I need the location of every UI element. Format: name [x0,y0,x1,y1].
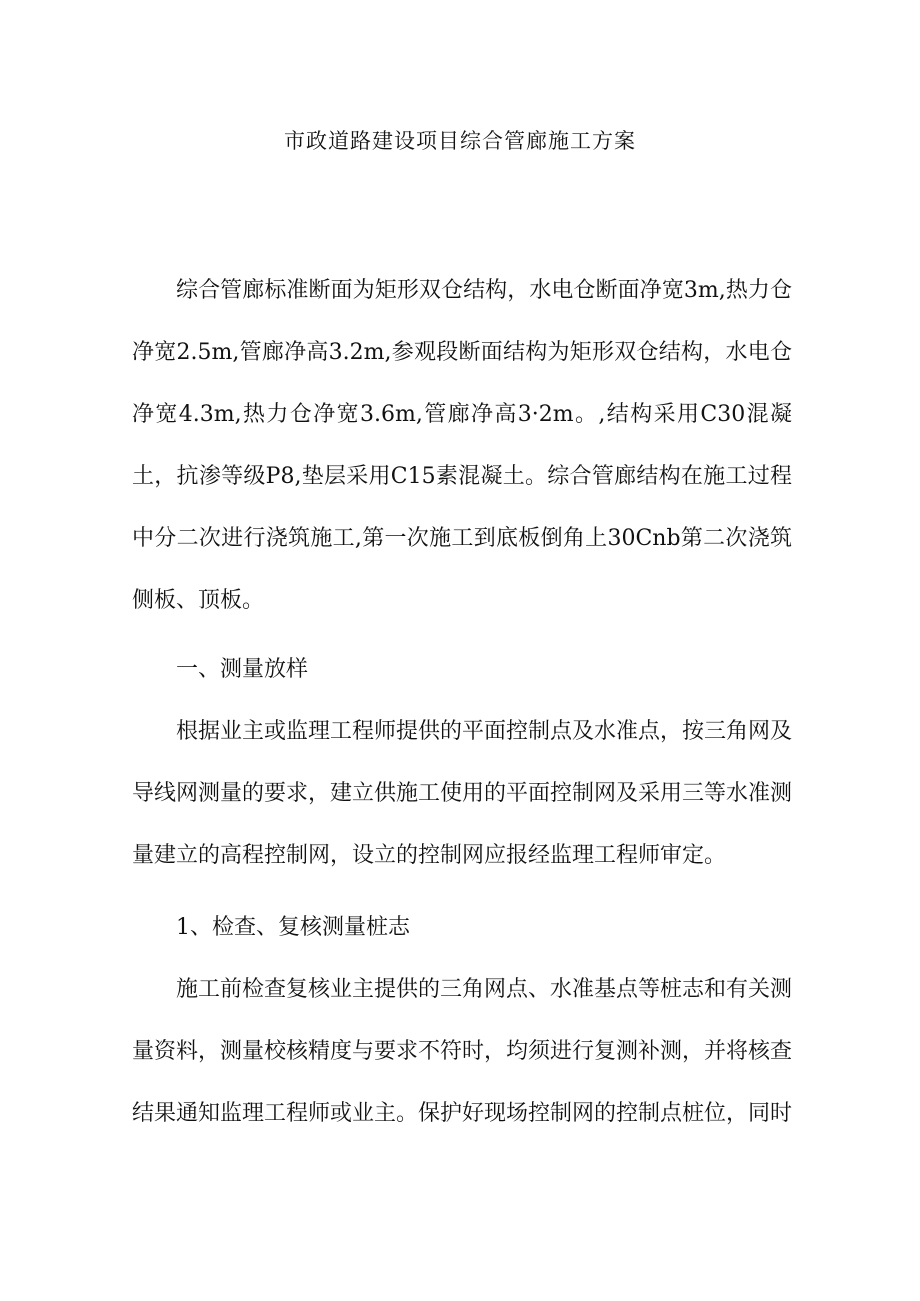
document-title: 市政道路建设项目综合管廊施工方案 [284,129,636,153]
body-paragraph: 根据业主或监理工程师提供的平面控制点及水准点，按三角网及导线网测量的要求，建立供施工使用的平面控制网及采用三等水准测量建立的高程控制网，设立的控制网应报经监理工程师审定。 [132,719,793,868]
subsection-heading: 1、检查、复核测量桩志 [176,915,410,940]
body-paragraph: 施工前检查复核业主提供的三角网点、水准基点等桩志和有关测量资料，测量校核精度与要求不符时，均须进行复测补测，并将核查结果通知监理工程师或业主。保护好现场控制网的控制点桩位，同时 [132,977,793,1126]
body-paragraph: 综合管廊标准断面为矩形双仓结构，水电仓断面净宽3m,热力仓净宽2.5m,管廊净高3.2m,参观段断面结构为矩形双仓结构，水电仓净宽4.3m,热力仓净宽3.6m,管廊净高3·2m。,结构采用C30混凝土，抗渗等级P8,垫层采用C15素混凝土。综合管廊结构在施工过程中分二次进行浇筑施工,第一次施工到底板倒角上30Cnb第二次浇筑侧板、顶板。 [132,278,792,613]
section-heading: 一、测量放样 [176,657,309,682]
